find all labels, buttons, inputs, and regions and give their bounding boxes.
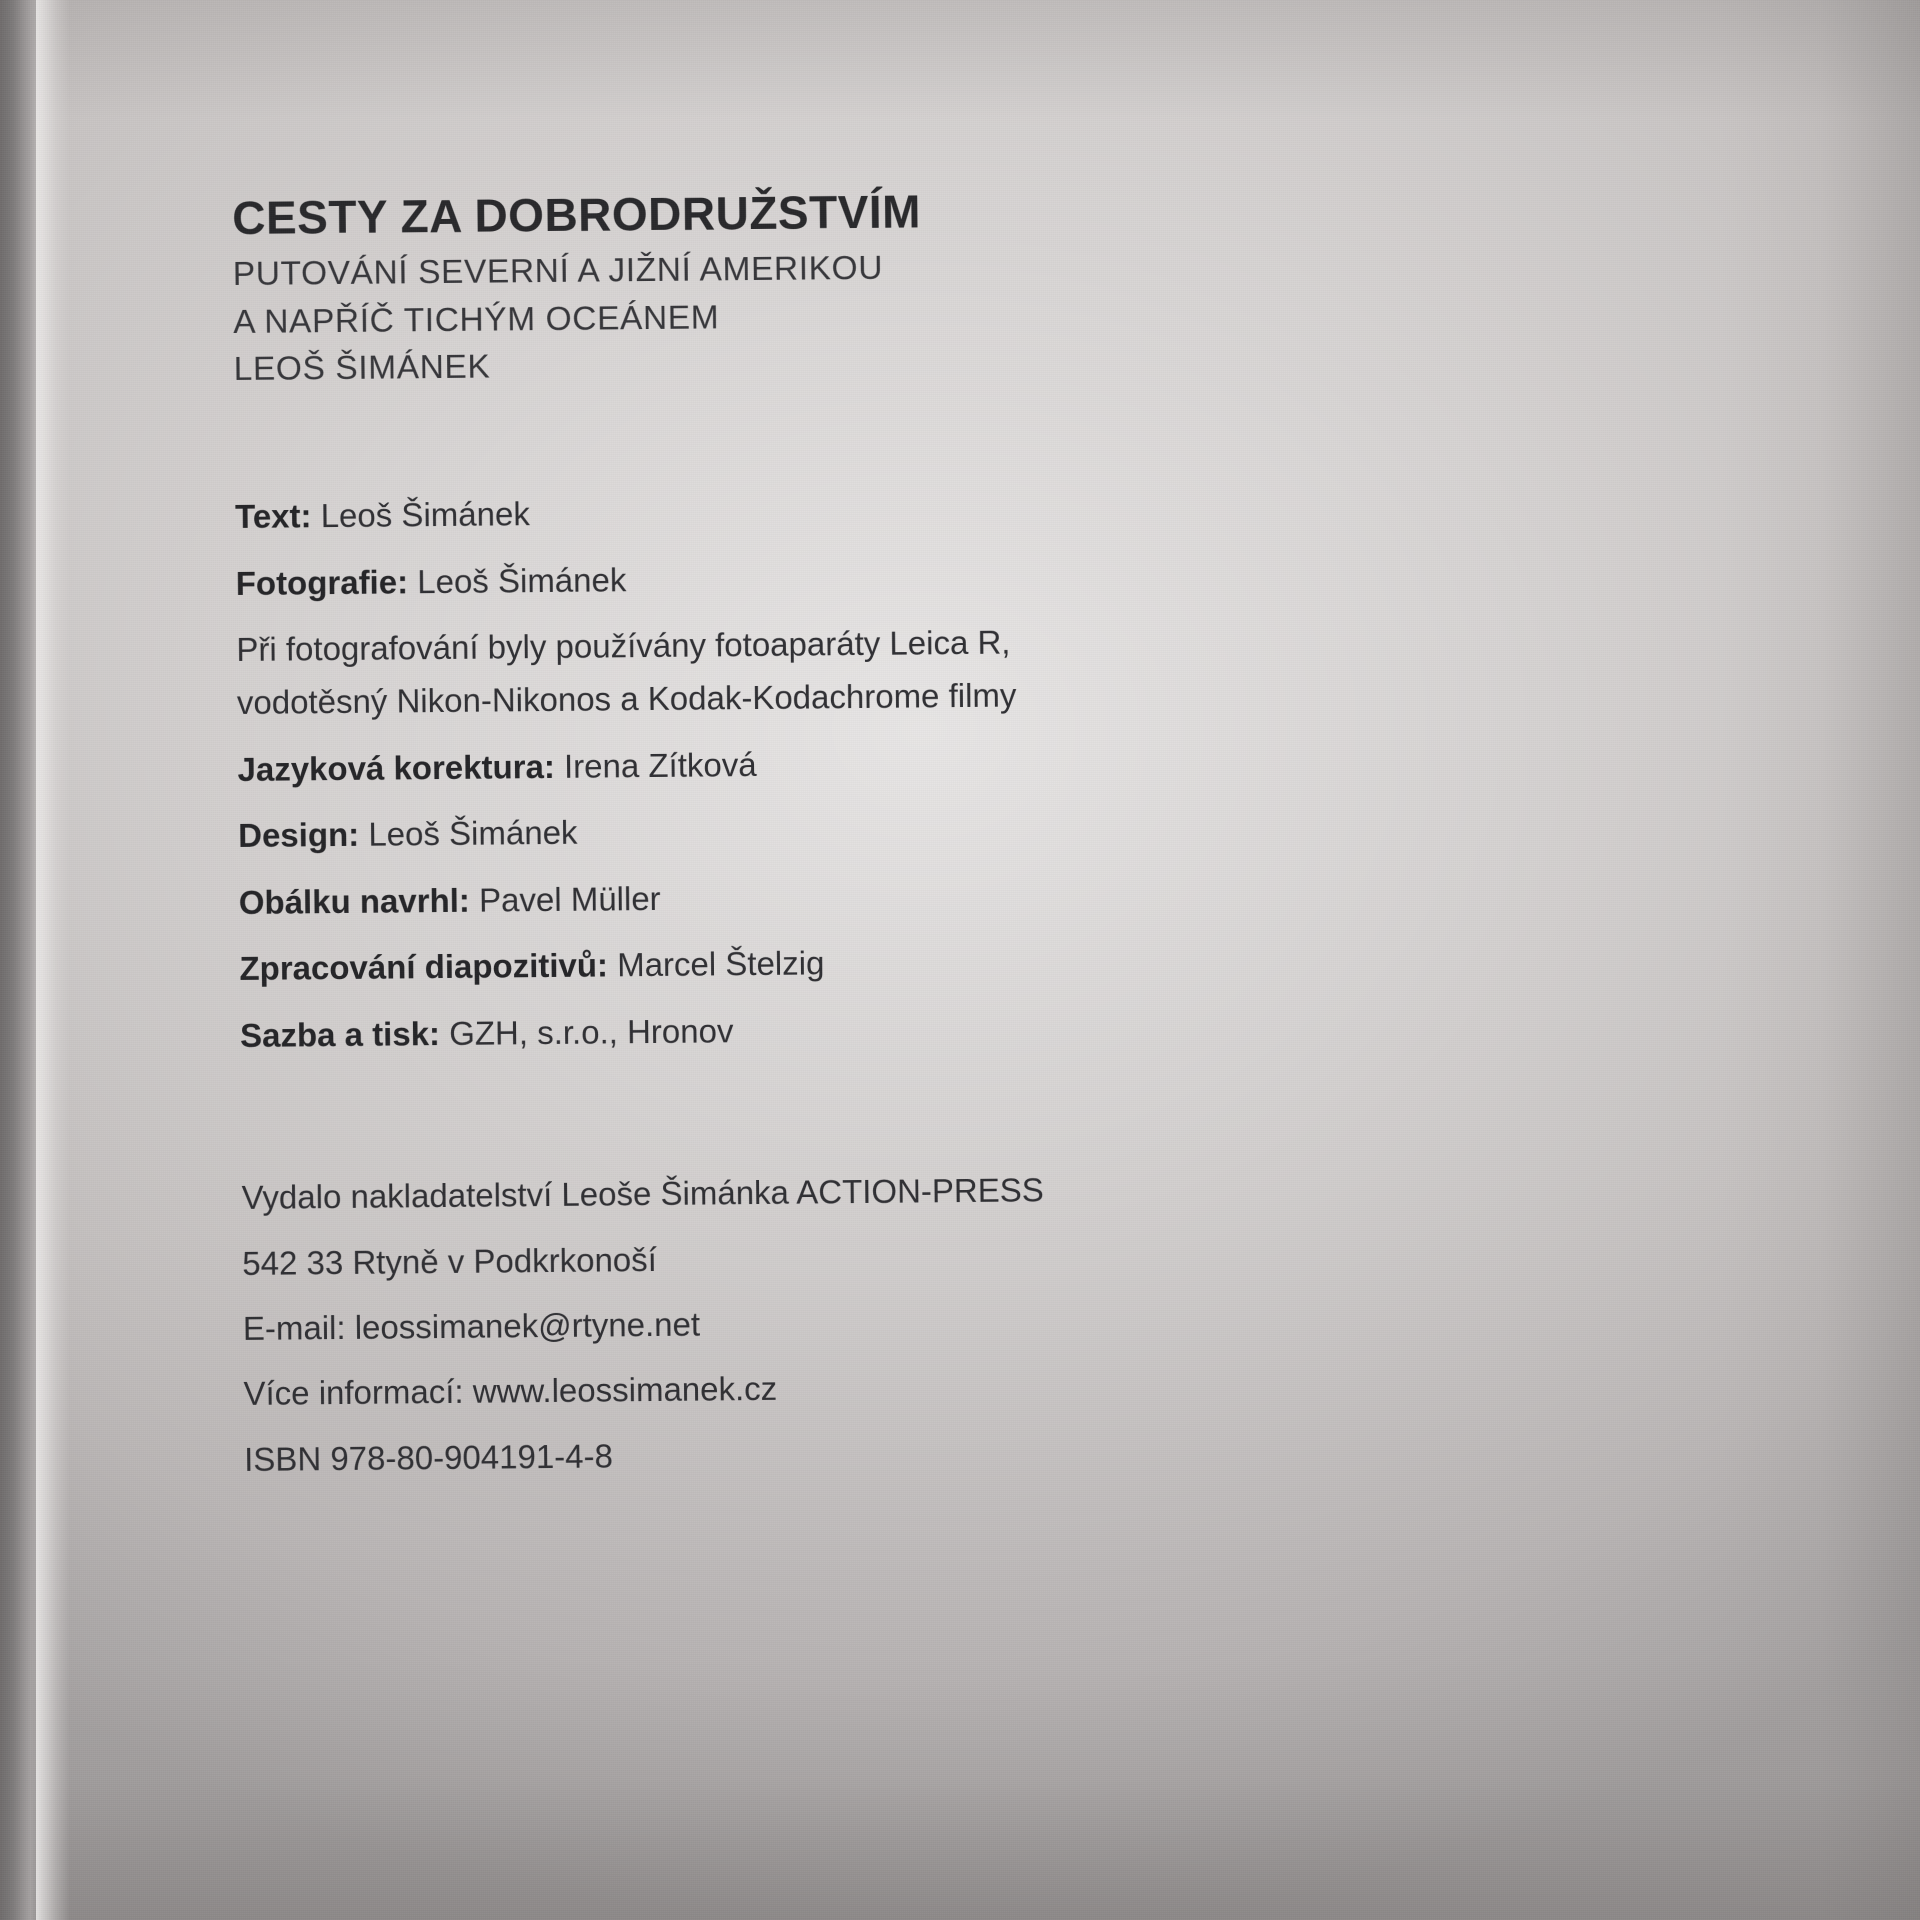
credit-row (235, 478, 1535, 544)
credit-value: Leoš Šimánek (368, 814, 578, 854)
credit-value: GZH, s.r.o., Hronov (449, 1011, 734, 1052)
credit-value: Leoš Šimánek (320, 495, 530, 535)
credit-label: Obálku navrhl: (238, 881, 471, 921)
credit-label: Sazba a tisk: (239, 1014, 441, 1054)
publisher-name: Vydalo nakladatelství Leoše Šimánka ACTION-PRESS (241, 1171, 1044, 1217)
credit-value: Leoš Šimánek (417, 560, 627, 600)
credit-label: Jazyková korektura: (237, 747, 556, 788)
bottom-edge-shadow (0, 1660, 1920, 1920)
credit-value: Marcel Štelzig (616, 944, 825, 984)
publisher-address: 542 33 Rtyně v Podkrkonoší (242, 1240, 658, 1282)
page-subtitle-line-1: PUTOVÁNÍ SEVERNÍ A JIŽNÍ AMERIKOU (232, 250, 884, 294)
equipment-note (236, 610, 1537, 729)
page-subtitle-line-2: A NAPŘÍČ TICHÝM OCEÁNEM (233, 299, 720, 341)
credit-row (239, 930, 1539, 996)
equipment-note-line-2: vodotěsný Nikon-Nikonos a Kodak-Kodachrome filmy (236, 676, 1017, 722)
credit-label: Text: (234, 497, 312, 536)
credit-label: Design: (238, 816, 360, 855)
publisher-email: E-mail: leossimanek@rtyne.net (242, 1305, 701, 1347)
page-title: CESTY ZA DOBRODRUŽSTVÍM (232, 185, 922, 244)
credits-list (235, 478, 1540, 1063)
book-spine-highlight (36, 0, 70, 1920)
colophon-block (232, 180, 1544, 1498)
credit-value: Pavel Müller (478, 879, 661, 919)
credit-label: Fotografie: (235, 562, 409, 602)
credit-row (240, 996, 1540, 1062)
isbn: ISBN 978-80-904191-4-8 (243, 1437, 614, 1478)
credit-label: Zpracování diapozitivů: (239, 946, 609, 988)
top-edge-shadow (0, 0, 1920, 120)
publisher-block (241, 1158, 1544, 1488)
credit-value: Irena Zítková (563, 745, 757, 785)
credit-row (235, 544, 1535, 610)
page-author: LEOŠ ŠIMÁNEK (233, 349, 491, 389)
credit-row (237, 730, 1537, 796)
right-edge-shadow (1720, 0, 1920, 1920)
credit-row (238, 797, 1538, 863)
publisher-website: Více informací: www.leossimanek.cz (243, 1370, 778, 1413)
credit-row (239, 863, 1539, 929)
equipment-note-line-1: Při fotografování byly používány fotoaparáty Leica R, (236, 623, 1011, 668)
